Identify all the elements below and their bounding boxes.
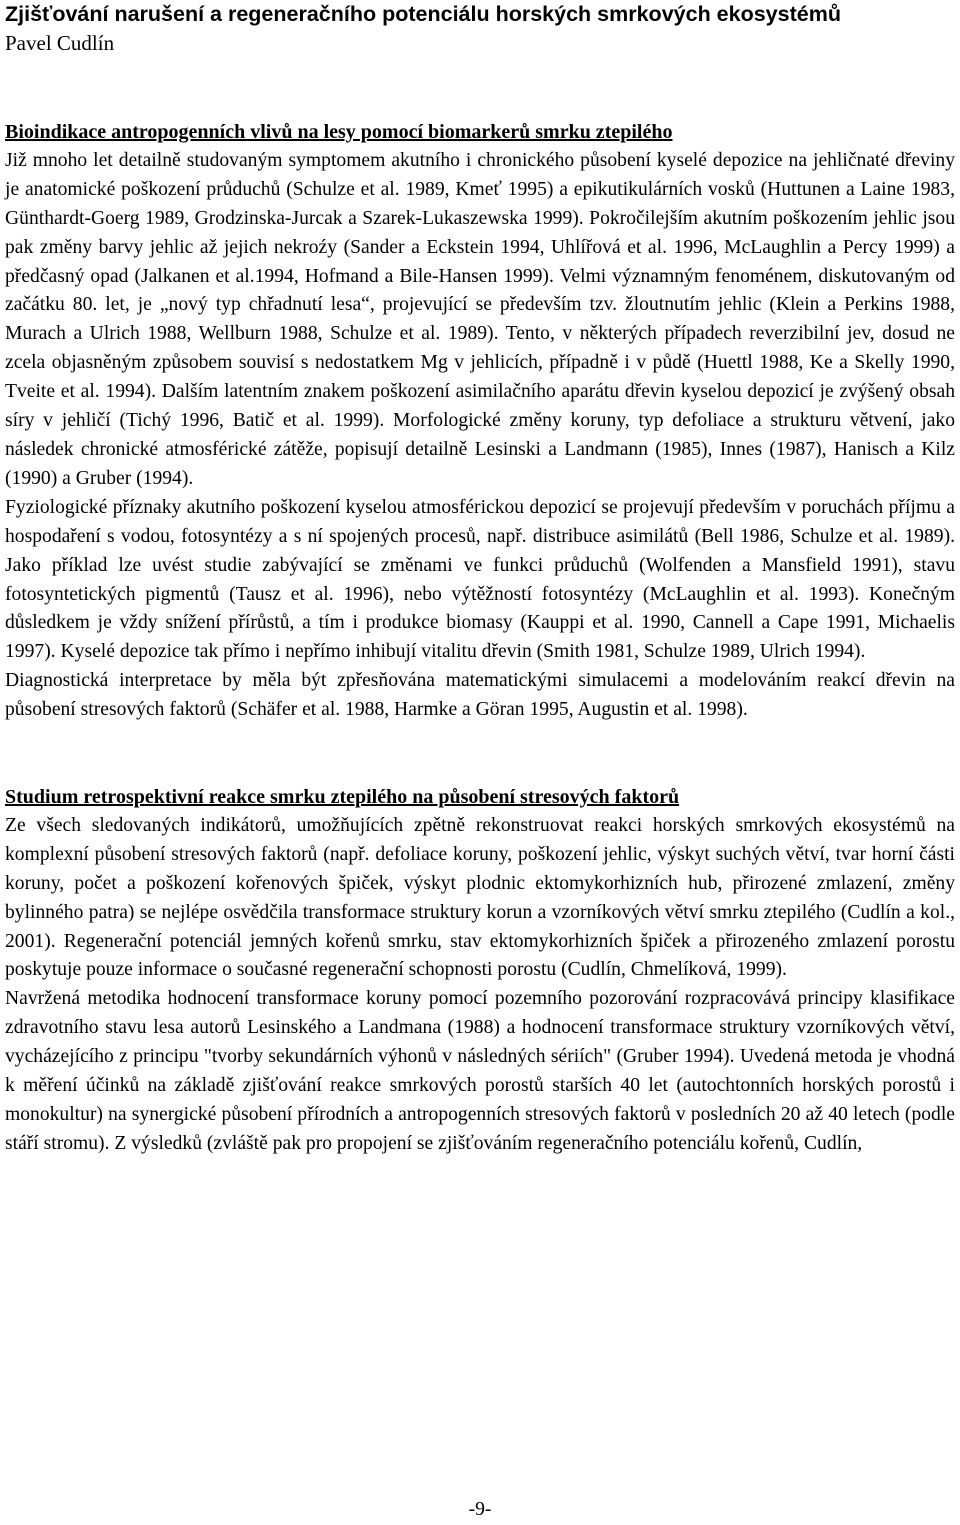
section-heading: Studium retrospektivní reakce smrku ztepilého na působení stresových faktorů xyxy=(5,786,680,809)
section-heading: Bioindikace antropogenních vlivů na lesy pomocí biomarkerů smrku ztepilého xyxy=(5,121,673,143)
paragraph: Diagnostická interpretace by měla být zpřesňována matematickými simulacemi a modelováním reakcí dřevin na působení stresových faktorů (Schäfer et al. 1988, Harmke a Göran 1995, Augustin et al. 1998). xyxy=(5,670,955,721)
section-retrospective-study xyxy=(5,783,955,1159)
paragraph: Fyziologické příznaky akutního poškození kyselou atmosférickou depozicí se projevují především v poruchách příjmu a hospodaření s vodou, fotosyntézy a s ní spojených procesů, např. distribuce asimilátů (Bell 1986, Schulze et al. 1989). Jako příklad lze uvést studie zabývající se změnami ve funkci průduchů (Wolfenden a Mansfield 1991), stavu fotosyntetických pigmentů (Tausz et al. 1996), nebo výtěžností fotosyntézy (McLaughlin et al. 1993). Konečným důsledkem je vždy snížení přírůstů, a tím i produkce biomasy (Kauppi et al. 1990, Cannell a Cape 1991, Michaelis 1997). Kyselé depozice tak přímo i nepřímo inhibují vitalitu dřevin (Smith 1981, Schulze 1989, Ulrich 1994). xyxy=(5,496,955,663)
document-title: Zjišťování narušení a regeneračního potenciálu horských smrkových ekosystémů xyxy=(5,2,841,26)
document-page xyxy=(5,0,955,1159)
section-bioindication xyxy=(5,118,955,725)
page-number: -9- xyxy=(468,1499,492,1520)
paragraph: Navržená metodika hodnocení transformace koruny pomocí pozemního pozorování rozpracovává principy klasifikace zdravotního stavu lesa autorů Lesinského a Landmana (1988) a hodnocení transformace struktury vzorníkových větví, vycházejícího z principu "tvorby sekundárních výhonů v následných sériích" (Gruber 1994). Uvedená metoda je vhodná k měření účinků na základě zjišťování reakce smrkových porostů starších 40 let (autochtonních horských porostů i monokultur) na synergické působení přírodních a antropogenních stresových faktorů v posledních 20 až 40 letech (podle stáří stromu). Z výsledků (zvláště pak pro propojení se zjišťováním regeneračního potenciálu kořenů, Cudlín, xyxy=(5,988,955,1154)
paragraph: Již mnoho let detailně studovaným symptomem akutního i chronického působení kyselé depozice na jehličnaté dřeviny je anatomické poškození průduchů (Schulze et al. 1989, Kmeť 1995) a epikutikulárních vosků (Huttunen a Laine 1983, Günthardt-Goerg 1989, Grodzinska-Jurcak a Szarek-Lukaszewska 1999). Pokročilejším akutním poškozením jehlic jsou pak změny barvy jehlic až jejich nekroźy (Sander a Eckstein 1994, Uhlířová et al. 1996, McLaughlin a Percy 1999) a předčasný opad (Jalkanen et al.1994, Hofmand a Bile-Hansen 1999). Velmi významným fenoménem, diskutovaným od začátku 80. let, je „nový typ chřadnutí lesa“, projevující se především tzv. žloutnutím jehlic (Klein a Perkins 1988, Murach a Ulrich 1988, Wellburn 1988, Schulze et al. 1989). Tento, v některých případech reverzibilní jev, dosud ne zcela objasněným způsobem souvisí s nedostatkem Mg v jehlicích, případně i v půdě (Huettl 1988, Ke a Skelly 1990, Tveite et al. 1994). Dalším latentním znakem poškození asimilačního aparátu dřevin kyselou depozicí je zvýšený obsah síry v jehličí (Tichý 1996, Batič et al. 1999). Morfologické změny koruny, typ defoliace a strukturu větvení, jako následek chronické atmosférické zátěže, popisují detailně Lesinski a Landmann (1985), Innes (1987), Hanisch a Kilz (1990) a Gruber (1994). xyxy=(5,149,955,489)
document-author: Pavel Cudlín xyxy=(5,31,115,55)
section-spacer xyxy=(5,725,955,783)
paragraph: Ze všech sledovaných indikátorů, umožňujících zpětně rekonstruovat reakci horských smrkových ekosystémů na komplexní působení stresových faktorů (např. defoliace koruny, poškození jehlic, výskyt suchých větví, tvar horní části koruny, počet a poškození kořenových špiček, výskyt plodnic ektomykorhizních hub, přirozené zmlazení, změny bylinného patra) se nejlépe osvědčila transformace struktury korun a vzorníkových větví smrku ztepilého (Cudlín a kol., 2001). Regenerační potenciál jemných kořenů smrku, stav ektomykorhizních špiček a přirozeného zmlazení porostu poskytuje pouze informace o současné regenerační schopnosti porostu (Cudlín, Chmelíková, 1999). xyxy=(5,814,955,981)
